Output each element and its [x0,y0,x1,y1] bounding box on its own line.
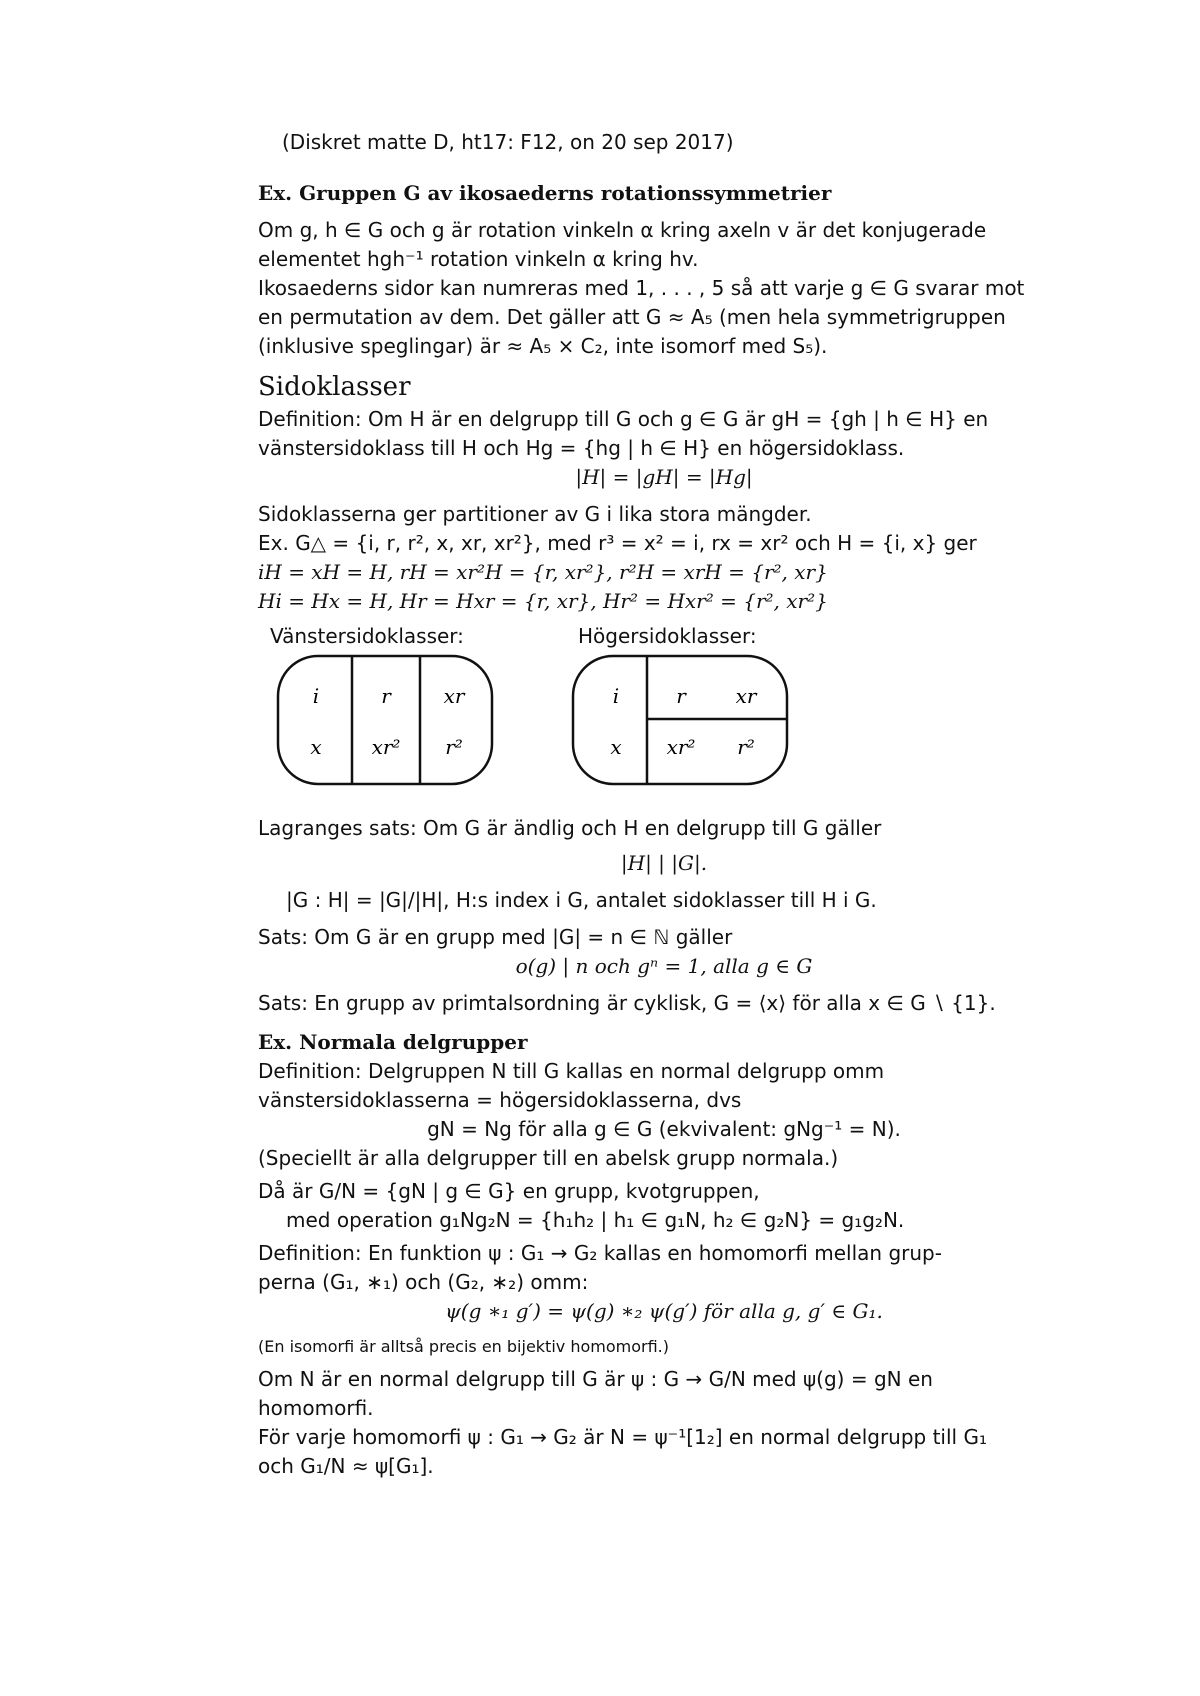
left-cell-r: r [381,684,391,708]
definition-homomorphism-line-2: perna (G₁, ∗₁) och (G₂, ∗₂) omm: [258,1270,589,1294]
paragraph-ikosaeder-line-3: (inklusive speglingar) är ≈ A₅ × C₂, inte isomorf med S₅). [258,334,828,358]
coset-diagram-svg [258,624,1070,814]
lagrange-equation: |H| | |G|. [620,851,708,875]
left-cell-x: x [310,735,322,759]
quotient-group-line-1: Då är G/N = {gN | g ∈ G} en grupp, kvotgruppen, [258,1179,760,1203]
equation-coset-size: |H| = |gH| = |Hg| [575,465,753,489]
left-cell-xr2: xr² [371,735,401,759]
example-heading-normala: Ex. Normala delgrupper [258,1030,528,1054]
kernel-theorem-line-1: För varje homomorfi ψ : G₁ → G₂ är N = ψ⁻¹[1₂] en normal delgrupp till G₁ [258,1425,987,1449]
definition-normal-equation: gN = Ng för alla g ∈ G (ekvivalent: gNg⁻¹ = N). [427,1117,901,1141]
left-cell-xr: xr [443,684,465,708]
quotient-group-line-2: med operation g₁Ng₂N = {h₁h₂ | h₁ ∈ g₁N, h₂ ∈ g₂N} = g₁g₂N. [286,1208,905,1232]
example-heading-ikosaeder: Ex. Gruppen G av ikosaederns rotationssymmetrier [258,181,832,205]
abelian-note: (Speciellt är alla delgrupper till en abelsk grupp normala.) [258,1146,839,1170]
definition-homomorphism-line-1: Definition: En funktion ψ : G₁ → G₂ kallas en homomorfi mellan grup- [258,1241,942,1265]
sats-order-equation: o(g) | n och gⁿ = 1, alla g ∈ G [515,954,813,978]
kernel-theorem-line-2: och G₁/N ≈ ψ[G₁]. [258,1454,434,1478]
example-dihedral-line-2: iH = xH = H, rH = xr²H = {r, xr²}, r²H = xrH = {r², xr} [258,560,828,584]
right-cell-i: i [612,684,620,708]
right-cell-r2: r² [737,735,755,759]
document-page [258,128,1070,1481]
definition-normal-line-1: Definition: Delgruppen N till G kallas en normal delgrupp omm [258,1059,885,1083]
example-dihedral-line-1: Ex. G△ = {i, r, r², x, xr, xr²}, med r³ = x² = i, rx = xr² och H = {i, x} ger [258,531,977,555]
right-cell-xr2: xr² [666,735,696,759]
left-coset-outline [278,656,492,784]
partition-statement: Sidoklasserna ger partitioner av G i lika stora mängder. [258,502,812,526]
section-title-sidoklasser: Sidoklasser [258,372,411,402]
right-cell-x: x [610,735,622,759]
document-header: (Diskret matte D, ht17: F12, on 20 sep 2017) [282,130,734,154]
canonical-homomorphism-line-2: homomorfi. [258,1396,374,1420]
left-cell-i: i [312,684,320,708]
definition-normal-line-2: vänstersidoklasserna = högersidoklasserna, dvs [258,1088,742,1112]
left-cosets-label: Vänstersidoklasser: [270,624,464,648]
right-cell-xr: xr [735,684,757,708]
sats-order-line: Sats: Om G är en grupp med |G| = n ∈ ℕ gäller [258,925,733,949]
paragraph-konjugat-line-2: elementet hgh⁻¹ rotation vinkeln α kring hv. [258,247,699,271]
isomorphism-note: (En isomorfi är alltså precis en bijektiv homomorfi.) [258,1337,669,1356]
right-cell-r: r [676,684,686,708]
definition-sidoklass-line-2: vänstersidoklass till H och Hg = {hg | h ∈ H} en högersidoklass. [258,436,905,460]
definition-sidoklass-line-1: Definition: Om H är en delgrupp till G och g ∈ G är gH = {gh | h ∈ H} en [258,407,989,431]
paragraph-ikosaeder-line-2: en permutation av dem. Det gäller att G ≈ A₅ (men hela symmetrigruppen [258,305,1006,329]
paragraph-konjugat-line-1: Om g, h ∈ G och g är rotation vinkeln α kring axeln v är det konjugerade [258,218,987,242]
canonical-homomorphism-line-1: Om N är en normal delgrupp till G är ψ : G → G/N med ψ(g) = gN en [258,1367,933,1391]
lagrange-theorem-line: Lagranges sats: Om G är ändlig och H en delgrupp till G gäller [258,816,882,840]
index-definition: |G : H| = |G|/|H|, H:s index i G, antalet sidoklasser till H i G. [286,888,877,912]
homomorphism-equation: ψ(g ∗₁ g′) = ψ(g) ∗₂ ψ(g′) för alla g, g′ ∈ G₁. [445,1299,883,1323]
right-cosets-label: Högersidoklasser: [578,624,757,648]
sats-prime-order: Sats: En grupp av primtalsordning är cyklisk, G = ⟨x⟩ för alla x ∈ G ∖ {1}. [258,991,996,1015]
left-cell-r2: r² [445,735,463,759]
paragraph-ikosaeder-line-1: Ikosaederns sidor kan numreras med 1, . . . , 5 så att varje g ∈ G svarar mot [258,276,1025,300]
coset-diagrams [258,624,1070,814]
example-dihedral-line-3: Hi = Hx = H, Hr = Hxr = {r, xr}, Hr² = Hxr² = {r², xr²} [258,589,828,613]
